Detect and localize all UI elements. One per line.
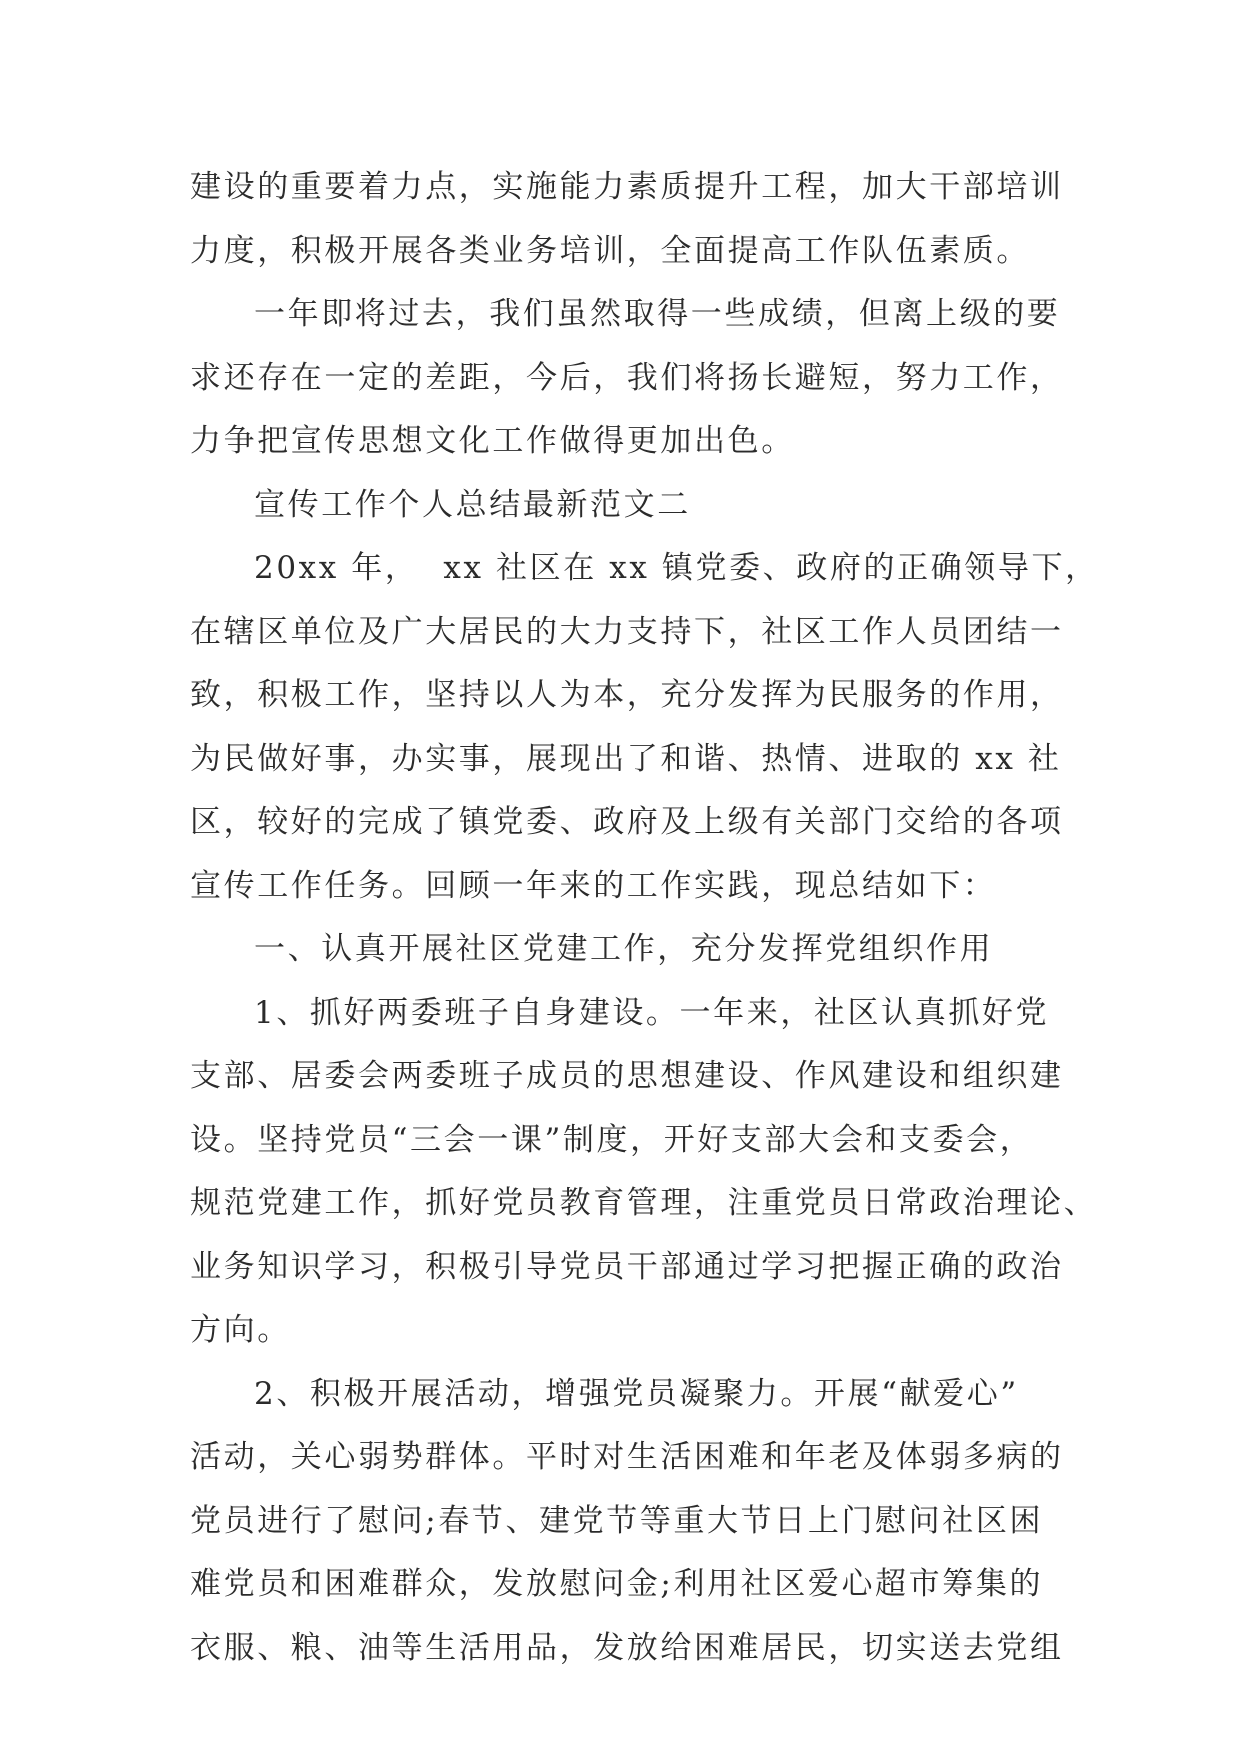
- paragraph-start-line: 20xx 年， xx 社区在 xx 镇党委、政府的正确领导下，: [254, 550, 1099, 586]
- document-body: [190, 156, 1099, 1680]
- text-line: 致，积极工作，坚持以人为本，充分发挥为民服务的作用，: [190, 677, 1064, 713]
- text-line: 规范党建工作，抓好党员教育管理，注重党员日常政治理论、: [190, 1185, 1098, 1221]
- paragraph-start-line: 2、积极开展活动，增强党员凝聚力。开展“献爱心”: [254, 1375, 1019, 1412]
- text-line: 党员进行了慰问;春节、建党节等重大节日上门慰问社区困: [190, 1502, 1044, 1539]
- text-line: 在辖区单位及广大居民的大力支持下，社区工作人员团结一: [190, 613, 1064, 650]
- text-line: 业务知识学习，积极引导党员干部通过学习把握正确的政治: [190, 1248, 1064, 1285]
- text-line: 宣传工作任务。回顾一年来的工作实践，现总结如下：: [190, 867, 997, 904]
- text-line: 难党员和困难群众，发放慰问金;利用社区爱心超市筹集的: [190, 1566, 1044, 1602]
- paragraph-start-line: 1、抓好两委班子自身建设。一年来，社区认真抓好党: [254, 994, 1050, 1031]
- text-line: 建设的重要着力点，实施能力素质提升工程，加大干部培训: [190, 169, 1064, 205]
- text-line: 力争把宣传思想文化工作做得更加出色。: [190, 423, 795, 459]
- text-line: 区，较好的完成了镇党委、政府及上级有关部门交给的各项: [190, 804, 1064, 840]
- section-title: 宣传工作个人总结最新范文二: [254, 486, 691, 523]
- heading-line: 一、认真开展社区党建工作，充分发挥党组织作用: [254, 931, 994, 967]
- text-line: 方向。: [190, 1312, 291, 1348]
- paragraph-start-line: 一年即将过去，我们虽然取得一些成绩，但离上级的要: [254, 296, 1061, 332]
- text-line: 力度，积极开展各类业务培训，全面提高工作队伍素质。: [190, 232, 1030, 269]
- text-line: 求还存在一定的差距，今后，我们将扬长避短，努力工作，: [190, 359, 1064, 396]
- text-line: 衣服、粮、油等生活用品，发放给困难居民，切实送去党组: [190, 1629, 1064, 1666]
- text-line: 设。坚持党员“三会一课”制度，开好支部大会和支委会，: [190, 1121, 1034, 1158]
- text-line: 活动，关心弱势群体。平时对生活困难和年老及体弱多病的: [190, 1439, 1064, 1475]
- text-line: 支部、居委会两委班子成员的思想建设、作风建设和组织建: [190, 1058, 1064, 1094]
- text-line: 为民做好事，办实事，展现出了和谐、热情、进取的 xx 社: [190, 740, 1062, 777]
